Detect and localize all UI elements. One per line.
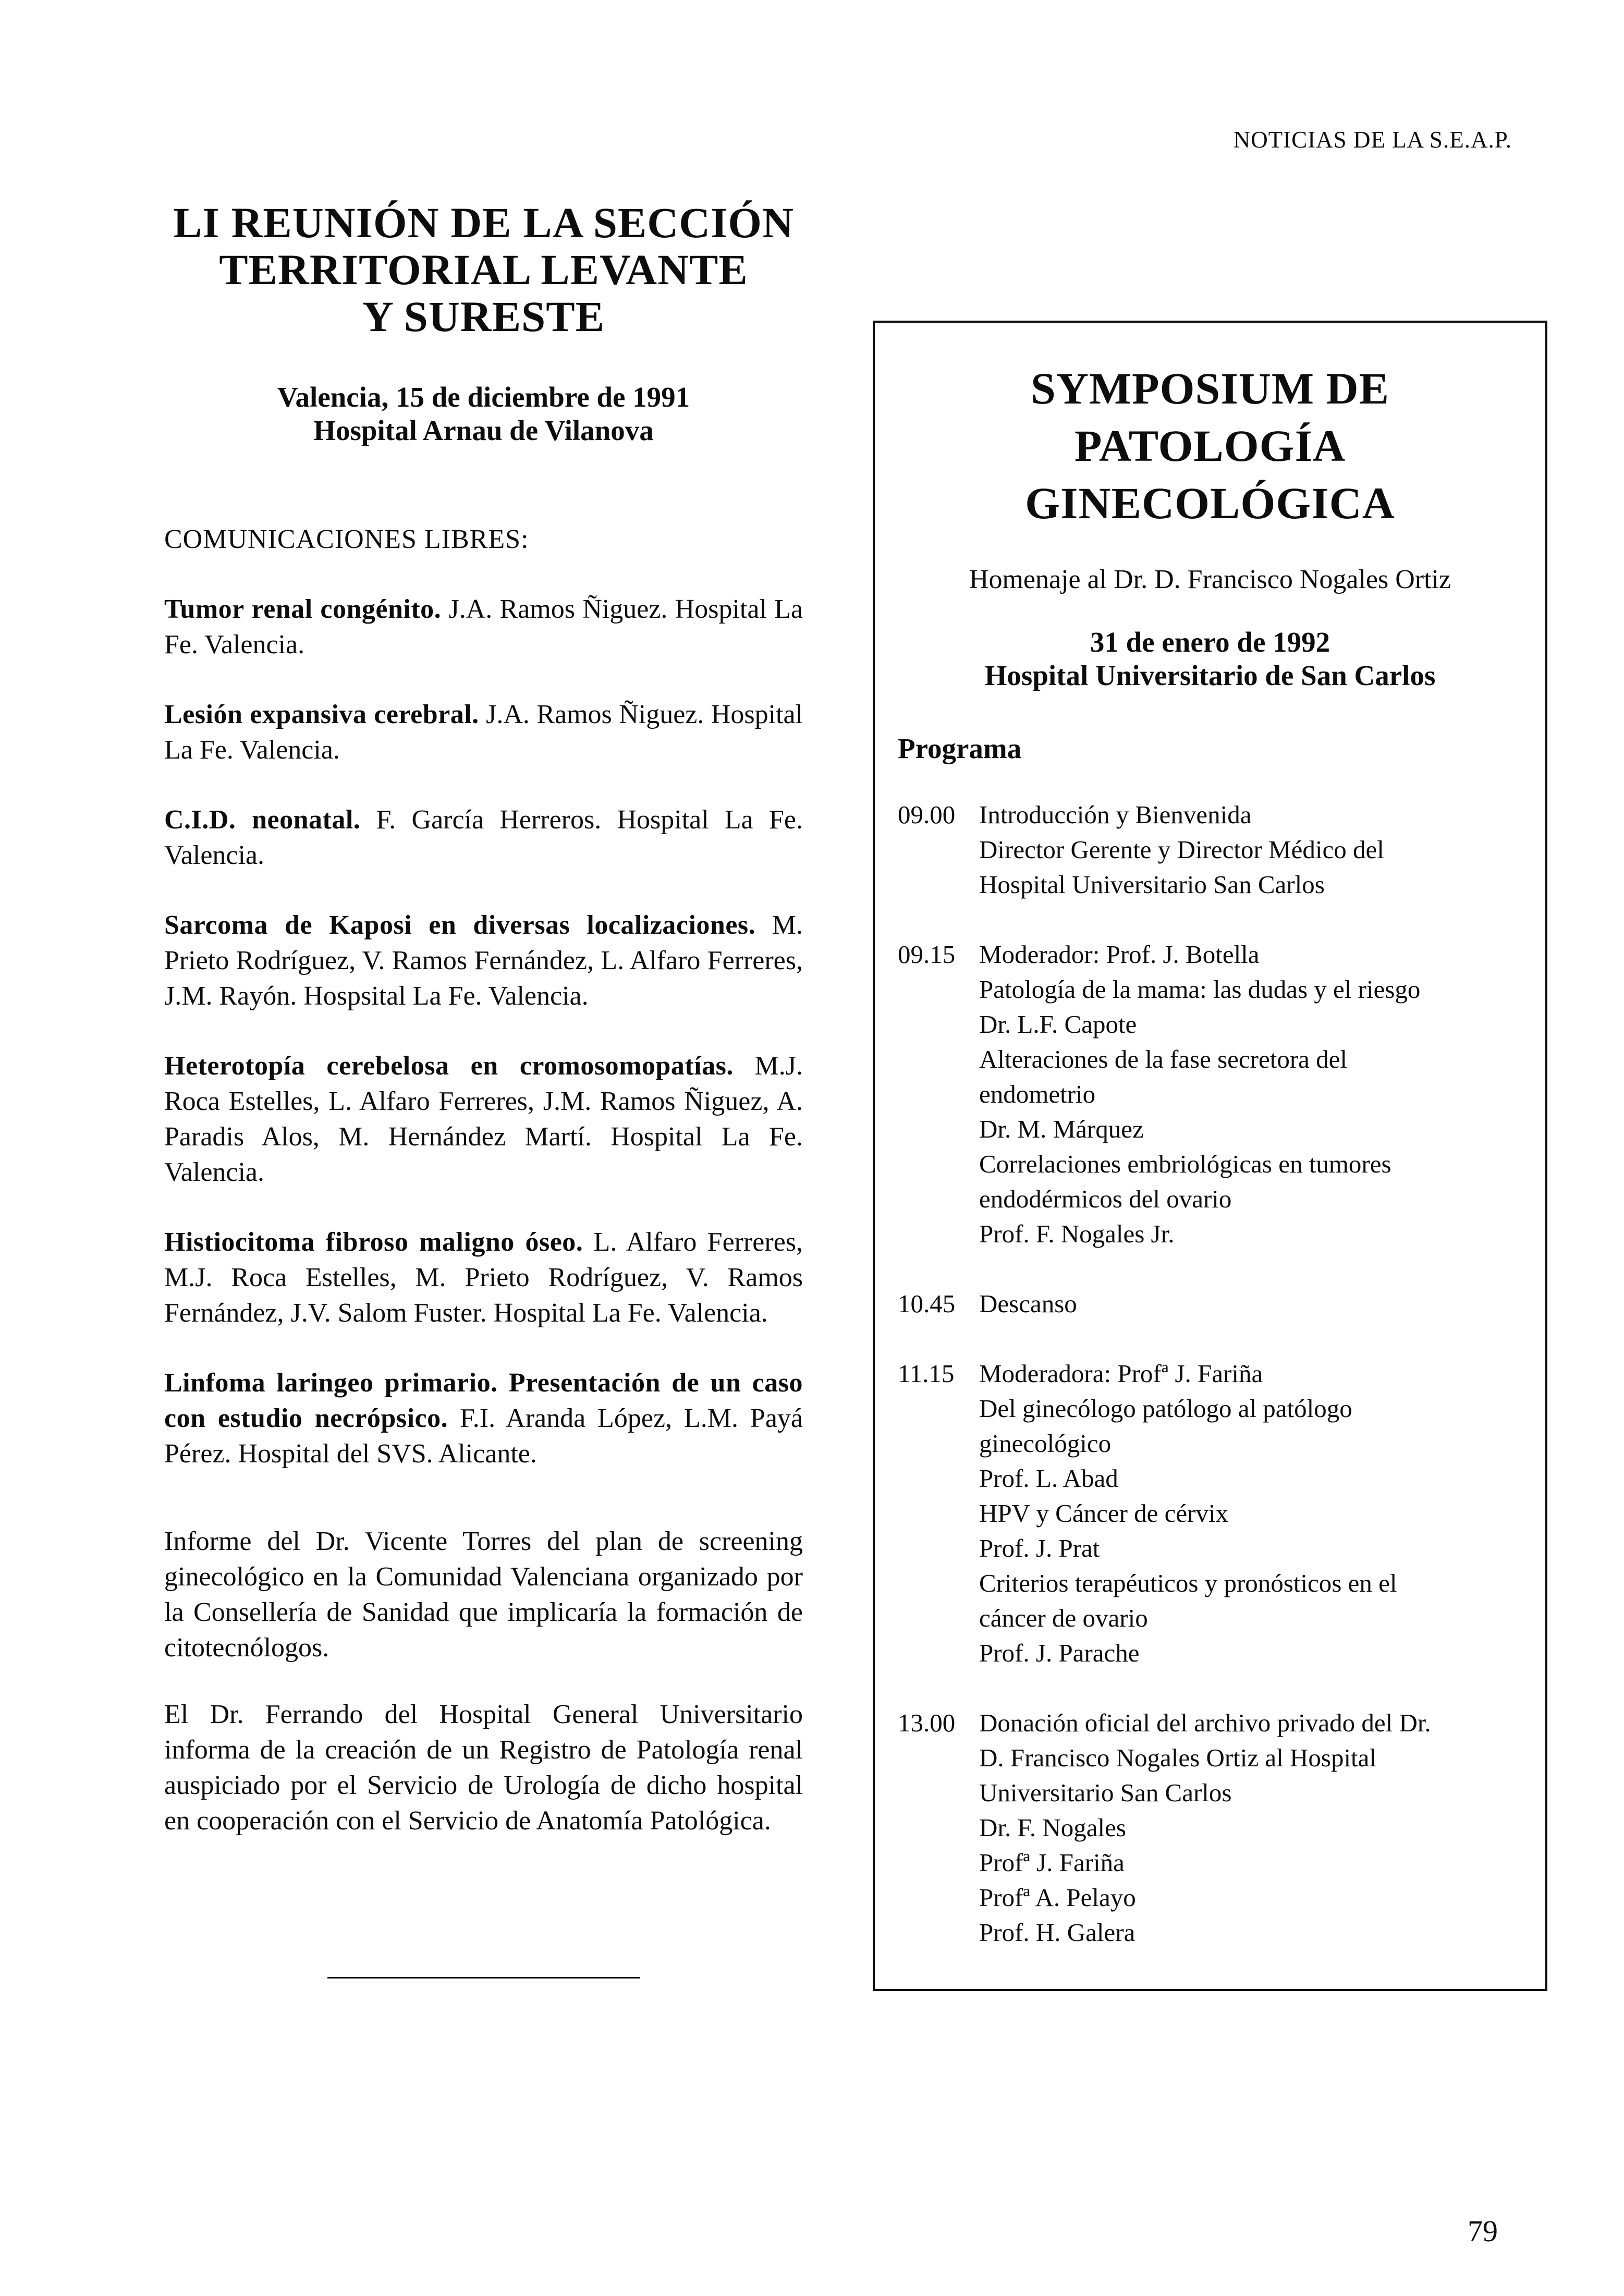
event-date: 31 de enero de 1992 — [1090, 626, 1330, 658]
schedule-line: cáncer de ovario — [979, 1604, 1148, 1632]
schedule-line: Profª A. Pelayo — [979, 1883, 1136, 1912]
schedule-item — [875, 1286, 1545, 1321]
tribute-line: Homenaje al Dr. D. Francisco Nogales Ortiz — [969, 565, 1451, 594]
schedule-item — [875, 937, 1545, 1251]
schedule-line: Prof. L. Abad — [979, 1464, 1118, 1493]
schedule-line: Introducción y Bienvenida — [979, 800, 1252, 829]
abstract-entry — [164, 592, 803, 663]
schedule-item — [875, 797, 1545, 902]
schedule-line: Universitario San Carlos — [979, 1778, 1232, 1807]
abstract-entry — [164, 1225, 803, 1331]
abstract-authors: F. García Herreros. Hospital La Fe. Valencia. — [164, 805, 803, 870]
meeting-venue-line: Hospital Arnau de Vilanova — [313, 414, 654, 446]
report-paragraph: Informe del Dr. Vicente Torres del plan de screening ginecológico en la Comunidad Valenciana organizado por la Consellería de Sanidad que implicaría la formación de citotecnólogos. — [164, 1526, 803, 1663]
schedule-line: Prof. J. Prat — [979, 1534, 1100, 1562]
event-date-block — [875, 626, 1545, 692]
meeting-title-line: TERRITORIAL LEVANTE — [219, 246, 748, 294]
journal-header: NOTICIAS DE LA S.E.A.P. — [1233, 127, 1512, 153]
schedule-line: ginecológico — [979, 1429, 1112, 1458]
schedule-line: Descanso — [979, 1289, 1077, 1318]
abstract-title: Tumor renal congénito. — [164, 594, 442, 624]
abstract-entry — [164, 802, 803, 873]
schedule-line: Profª J. Fariña — [979, 1848, 1125, 1877]
abstract-entry — [164, 1048, 803, 1190]
schedule-line: Patología de la mama: las dudas y el riesgo — [979, 975, 1421, 1004]
abstract-entry — [164, 1365, 803, 1472]
abstract-authors: M. Prieto Rodríguez, V. Ramos Fernández, L. Alfaro Ferreres, J.M. Rayón. Hospsital La Fe. Valencia. — [164, 910, 803, 1011]
schedule-time: 13.00 — [898, 1708, 956, 1737]
schedule-line: Moderador: Prof. J. Botella — [979, 940, 1260, 969]
schedule-line: Prof. F. Nogales Jr. — [979, 1219, 1175, 1248]
schedule-time: 09.00 — [898, 800, 956, 829]
schedule-line: Correlaciones embriológicas en tumores — [979, 1150, 1391, 1178]
abstract-authors: M.J. Roca Estelles, L. Alfaro Ferreres, J.M. Ramos Ñiguez, A. Paradis Alos, M. Hernández Martí. Hospital La Fe. Valencia. — [164, 1051, 803, 1187]
divider-rule — [327, 1977, 640, 1979]
abstract-title: Linfoma laringeo primario. Presentación de un caso con estudio necrópsico. — [164, 1368, 803, 1433]
program-heading: Programa — [898, 732, 1022, 764]
symposium-title-line: GINECOLÓGICA — [1025, 478, 1395, 528]
schedule-line: D. Francisco Nogales Ortiz al Hospital — [979, 1743, 1377, 1772]
schedule-lines — [979, 937, 1545, 1251]
meeting-title-line: LI REUNIÓN DE LA SECCIÓN — [173, 199, 794, 247]
symposium-title-line: SYMPOSIUM DE — [1030, 363, 1390, 413]
abstract-entry — [164, 697, 803, 768]
abstract-title: Histiocitoma fibroso maligno óseo. — [164, 1227, 583, 1257]
abstract-title: Sarcoma de Kaposi en diversas localizaciones. — [164, 910, 756, 940]
section-heading: COMUNICACIONES LIBRES: — [164, 524, 529, 554]
schedule-line: endodérmicos del ovario — [979, 1184, 1232, 1213]
schedule-item — [875, 1356, 1545, 1670]
abstract-authors: J.A. Ramos Ñiguez. Hospital La Fe. Valencia. — [164, 594, 803, 660]
schedule-line: Prof. J. Parache — [979, 1639, 1140, 1667]
abstract-entry — [164, 908, 803, 1014]
schedule-line: Criterios terapéuticos y pronósticos en el — [979, 1569, 1397, 1597]
schedule-time: 10.45 — [898, 1289, 956, 1318]
page-number: 79 — [1468, 2214, 1498, 2248]
schedule-lines — [979, 1356, 1545, 1670]
abstract-title: Heterotopía cerebelosa en cromosomopatías. — [164, 1051, 734, 1081]
abstract-authors: L. Alfaro Ferreres, M.J. Roca Estelles, M. Prieto Rodríguez, V. Ramos Fernández, J.V. Salom Fuster. Hospital La Fe. Valencia. — [164, 1227, 803, 1328]
abstract-title: C.I.D. neonatal. — [164, 805, 361, 835]
schedule-line: HPV y Cáncer de cérvix — [979, 1499, 1229, 1528]
schedule-line: Dr. M. Márquez — [979, 1115, 1144, 1143]
schedule-line: Dr. L.F. Capote — [979, 1010, 1137, 1039]
schedule-line: Alteraciones de la fase secretora del — [979, 1045, 1348, 1073]
schedule-time: 11.15 — [898, 1359, 955, 1388]
left-column — [164, 199, 803, 1979]
schedule-lines — [979, 1286, 1545, 1321]
abstract-authors: J.A. Ramos Ñiguez. Hospital La Fe. Valencia. — [164, 700, 803, 765]
schedule-time: 09.15 — [898, 940, 956, 969]
meeting-title-line: Y SURESTE — [362, 292, 605, 340]
schedule-line: endometrio — [979, 1080, 1096, 1108]
schedule-line: Del ginecólogo patólogo al patólogo — [979, 1394, 1352, 1423]
schedule-lines — [979, 1705, 1545, 1950]
report-paragraph: El Dr. Ferrando del Hospital General Universitario informa de la creación de un Registro de Patología renal auspiciado por el Servicio de Urología de dicho hospital en cooperación con el Servicio de Anatomía Patológica. — [164, 1700, 803, 1836]
schedule — [875, 797, 1545, 1950]
schedule-line: Hospital Universitario San Carlos — [979, 870, 1325, 899]
schedule-line: Donación oficial del archivo privado del Dr. — [979, 1708, 1431, 1737]
schedule-line: Dr. F. Nogales — [979, 1813, 1126, 1842]
abstract-title: Lesión expansiva cerebral. — [164, 700, 479, 729]
abstract-authors: F.I. Aranda López, L.M. Payá Pérez. Hospital del SVS. Alicante. — [164, 1403, 803, 1469]
schedule-line: Director Gerente y Director Médico del — [979, 835, 1384, 864]
symposium-box — [873, 321, 1547, 1991]
schedule-line: Moderadora: Profª J. Fariña — [979, 1359, 1263, 1388]
event-venue: Hospital Universitario de San Carlos — [984, 660, 1436, 691]
meeting-date-line: Valencia, 15 de diciembre de 1991 — [277, 381, 690, 413]
meeting-subtitle — [164, 381, 803, 447]
schedule-line: Prof. H. Galera — [979, 1918, 1135, 1947]
meeting-title — [164, 199, 803, 340]
schedule-lines — [979, 797, 1545, 902]
schedule-item — [875, 1705, 1545, 1950]
symposium-title-line: PATOLOGÍA — [1074, 421, 1346, 471]
symposium-title — [875, 360, 1545, 532]
